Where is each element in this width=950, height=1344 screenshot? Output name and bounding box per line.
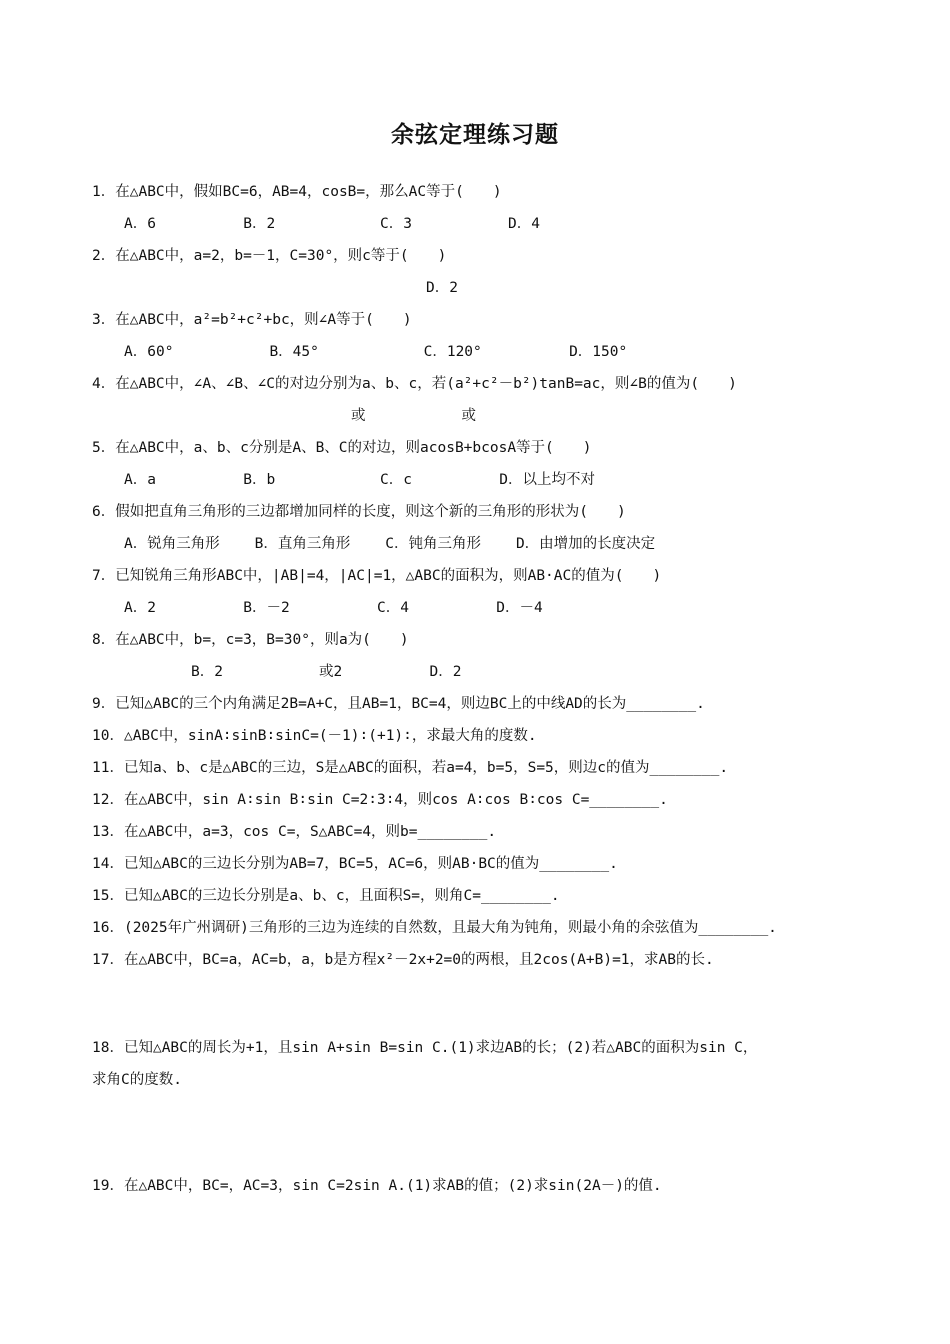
- question-5-options: A．a B．b C．c D．以上均不对: [124, 472, 595, 488]
- question-18: 18．已知△ABC的周长为+1，且sin A+sin B=sin C.(1)求边AB的长；(2)若△ABC的面积为sin C，: [92, 1040, 758, 1056]
- question-17: 17．在△ABC中，BC=a，AC=b，a，b是方程x²－2x+2=0的两根，且2cos(A+B)=1，求AB的长.: [92, 952, 714, 968]
- question-10: 10．△ABC中，sinA∶sinB∶sinC=(－1)∶(+1)∶，求最大角的度数.: [92, 728, 537, 744]
- question-7-options: A．2 B．－2 C．4 D．－4: [124, 600, 543, 616]
- question-19: 19．在△ABC中，BC=，AC=3，sin C=2sin A.(1)求AB的值；(2)求sin(2A－)的值.: [92, 1178, 662, 1194]
- question-5: 5．在△ABC中，a、b、c分别是A、B、C的对边，则acosB+bcosA等于( ): [92, 440, 592, 456]
- question-6-options: A．锐角三角形 B．直角三角形 C．钝角三角形 D．由增加的长度决定: [124, 536, 656, 552]
- question-15: 15．已知△ABC的三边长分别是a、b、c，且面积S=，则角C=________.: [92, 888, 560, 904]
- question-2: 2．在△ABC中，a=2，b=－1，C=30°，则c等于( ): [92, 248, 447, 264]
- question-6: 6．假如把直角三角形的三边都增加同样的长度，则这个新的三角形的形状为( ): [92, 504, 626, 520]
- question-8-options: B．2 或2 D．2: [191, 664, 462, 680]
- question-16: 16．(2025年广州调研)三角形的三边为连续的自然数，且最大角为钝角，则最小角的余弦值为________.: [92, 920, 777, 936]
- question-9: 9．已知△ABC的三个内角满足2B=A+C，且AB=1，BC=4，则边BC上的中线AD的长为________.: [92, 696, 705, 712]
- question-3: 3．在△ABC中，a²=b²+c²+bc，则∠A等于( ): [92, 312, 412, 328]
- question-1: 1．在△ABC中，假如BC=6，AB=4，cosB=，那么AC等于( ): [92, 184, 502, 200]
- question-1-options: A．6 B．2 C．3 D．4: [124, 216, 540, 232]
- question-11: 11．已知a、b、c是△ABC的三边，S是△ABC的面积，若a=4，b=5，S=5，则边c的值为________.: [92, 760, 729, 776]
- question-14: 14．已知△ABC的三边长分别为AB=7，BC=5，AC=6，则AB·BC的值为________.: [92, 856, 618, 872]
- question-7: 7．已知锐角三角形ABC中，|AB|=4，|AC|=1，△ABC的面积为，则AB·AC的值为( ): [92, 568, 662, 584]
- question-4-options: 或 或: [351, 408, 477, 424]
- question-13: 13．在△ABC中，a=3，cos C=，S△ABC=4，则b=________.: [92, 824, 497, 840]
- question-12: 12．在△ABC中，sin A∶sin B∶sin C=2∶3∶4，则cos A∶cos B∶cos C=________.: [92, 792, 668, 808]
- question-8: 8．在△ABC中，b=，c=3，B=30°，则a为( ): [92, 632, 409, 648]
- question-4: 4．在△ABC中，∠A、∠B、∠C的对边分别为a、b、c，若(a²+c²－b²)tanB=ac，则∠B的值为( ): [92, 376, 737, 392]
- page-title: 余弦定理练习题: [391, 121, 559, 148]
- question-3-options: A．60° B．45° C．120° D．150°: [124, 344, 628, 360]
- question-2-options: D．2: [426, 280, 458, 296]
- question-18-continued: 求角C的度数.: [92, 1072, 182, 1088]
